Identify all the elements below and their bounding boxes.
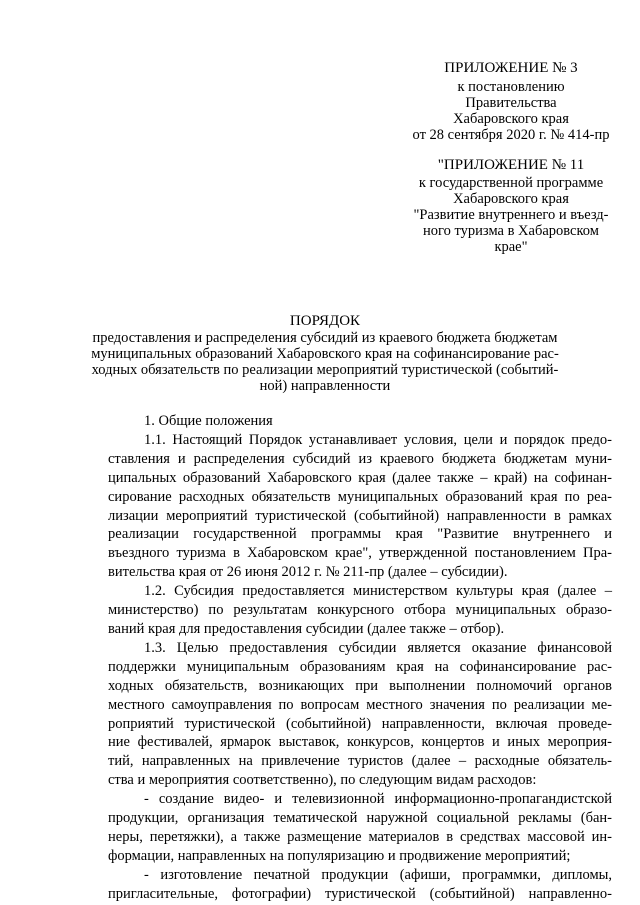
paragraph-line: ципальных образований Хабаровского края (далее также – край) на софинан- — [108, 469, 612, 486]
appendix-11-line: к государственной программе — [418, 175, 604, 191]
document-subtitle — [80, 330, 570, 394]
paragraph-line: сирование расходных обязательств муниципальных образований края по реа- — [108, 488, 612, 505]
paragraph-line: пригласительные, фотографии) туристической (событийной) направленно- — [108, 885, 612, 902]
appendix-3-line: от 28 сентября 2020 г. № 414-пр — [412, 127, 610, 143]
appendix-11-line: ного туризма в Хабаровском — [423, 223, 599, 239]
document-body — [108, 412, 612, 904]
appendix-3-line: к постановлению — [457, 79, 565, 95]
paragraph-line: тий, направленных на привлечение туристов (далее – расходные обязатель- — [108, 753, 612, 770]
paragraph-line: лизации мероприятий туристической (событийной) направленности в рамках — [108, 507, 612, 524]
appendix-11-header — [398, 157, 624, 255]
subtitle-line: ной) направленности — [259, 378, 391, 394]
appendix-3-title: ПРИЛОЖЕНИЕ № 3 — [444, 60, 578, 76]
paragraph-line: ставления и распределения субсидий из краевого бюджета бюджетам муни- — [108, 450, 612, 467]
paragraph-line: роприятий туристической (событийной) направленности, включая проведе- — [108, 715, 612, 732]
paragraph-line: вительства края от 26 июня 2012 г. № 211-пр (далее – субсидии). — [108, 564, 508, 581]
paragraph-line: неры, перетяжки), а также размещение материалов в средствах массовой ин- — [108, 828, 612, 845]
paragraph-line: министерство) по результатам конкурсного отбора муниципальных образо- — [108, 602, 612, 619]
subtitle-line: муниципальных образований Хабаровского края на софинансирование рас- — [91, 346, 559, 362]
paragraph-line: ваний края для предоставления субсидии (далее также – отбор). — [108, 620, 505, 637]
section-heading: 1. Общие положения — [144, 413, 273, 429]
appendix-3-line: Правительства — [465, 95, 557, 111]
document-title: ПОРЯДОК — [289, 313, 361, 329]
paragraph-line: 1.1. Настоящий Порядок устанавливает условия, цели и порядок предо- — [144, 431, 612, 448]
list-item-video-production — [108, 790, 612, 866]
paragraph-1-2 — [108, 582, 612, 639]
subtitle-line: предоставления и распределения субсидий из краевого бюджета бюджетам — [92, 330, 558, 346]
paragraph-line: ние фестивалей, ярмарок выставок, конкурсов, концертов и иных мероприя- — [108, 734, 612, 751]
paragraph-line: местного самоуправления по вопросам местного значения по реализации ме- — [108, 696, 612, 713]
appendix-3-line: Хабаровского края — [453, 111, 569, 127]
paragraph-line: поддержки муниципальным образованиям края на софинансирование рас- — [108, 658, 612, 675]
paragraph-line: реализации государственной программы края "Развитие внутреннего и — [108, 526, 612, 543]
paragraph-line: въездного туризма в Хабаровском крае", утвержденной постановлением Пра- — [108, 545, 612, 562]
appendix-3-header — [398, 60, 624, 143]
appendix-11-title: "ПРИЛОЖЕНИЕ № 11 — [437, 157, 585, 173]
paragraph-line: - создание видео- и телевизионной информационно-пропагандистской — [144, 791, 612, 808]
paragraph-1-1 — [108, 431, 612, 582]
paragraph-line: ства и мероприятия соответственно), по следующим видам расходов: — [108, 772, 537, 789]
subtitle-line: ходных обязательств по реализации мероприятий туристической (событий- — [91, 362, 559, 378]
paragraph-line: формации, направленных на популяризацию и продвижение мероприятий; — [108, 847, 571, 864]
appendix-11-line: Хабаровского края — [453, 191, 569, 207]
paragraph-1-3 — [108, 639, 612, 790]
list-item-printed-products — [108, 866, 612, 904]
appendix-11-line: "Развитие внутреннего и въезд- — [413, 207, 609, 223]
paragraph-line: продукции, организация тематической наружной социальной рекламы (бан- — [108, 810, 612, 827]
appendix-11-line: крае" — [494, 239, 528, 255]
paragraph-line: 1.2. Субсидия предоставляется министерством культуры края (далее – — [144, 583, 612, 600]
paragraph-line: ходных обязательств, возникающих при выполнении полномочий органов — [108, 677, 612, 694]
paragraph-line: 1.3. Целью предоставления субсидии является оказание финансовой — [144, 639, 612, 656]
paragraph-line: - изготовление печатной продукции (афиши, программки, дипломы, — [144, 866, 612, 883]
